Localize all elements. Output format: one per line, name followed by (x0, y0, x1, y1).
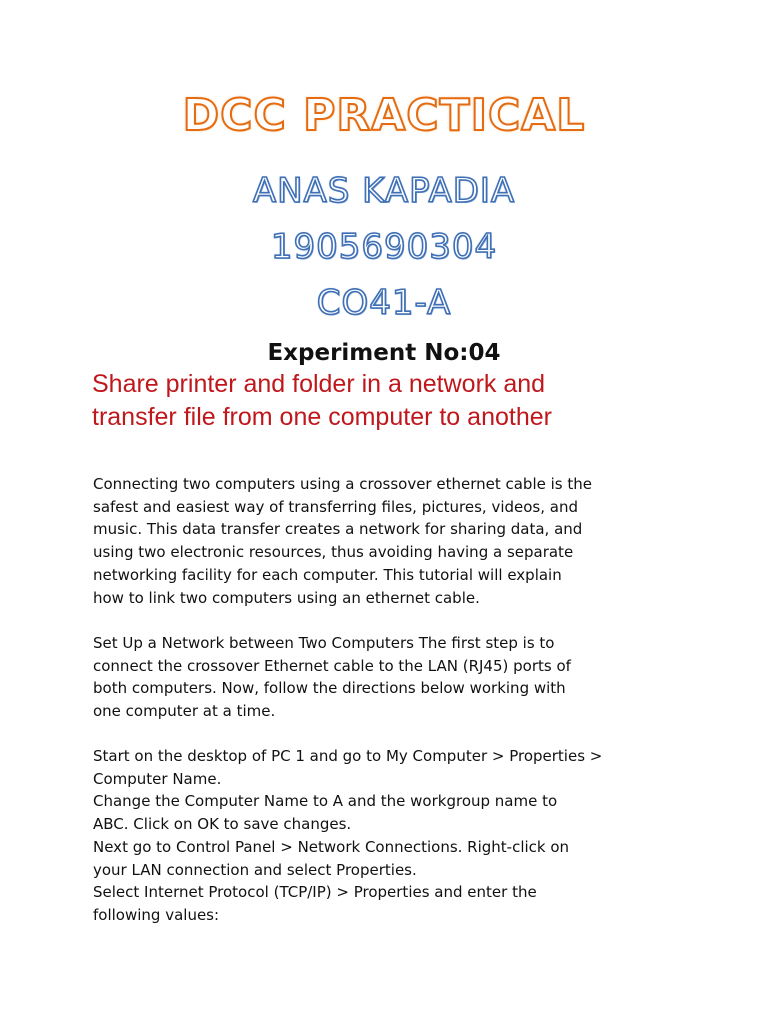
paragraph-line: Change the Computer Name to A and the workgroup name to (93, 792, 558, 811)
experiment-number: Experiment No:04 (267, 340, 501, 366)
paragraph-line: your LAN connection and select Properties. (93, 860, 417, 879)
paragraph-line: following values: (93, 905, 220, 924)
paragraph-line: Next go to Control Panel > Network Connections. Right-click on (93, 837, 570, 856)
paragraph-line: one computer at a time. (93, 702, 276, 721)
paragraph-introduction (93, 473, 693, 609)
experiment-title (92, 368, 712, 434)
paragraph-line: Select Internet Protocol (TCP/IP) > Properties and enter the (93, 883, 537, 902)
class-code: CO41-A (316, 283, 452, 323)
paragraph-line: Set Up a Network between Two Computers The first step is to (93, 634, 555, 652)
paragraph-line: Connecting two computers using a crossover ethernet cable is the (93, 475, 592, 493)
experiment-title-line: Share printer and folder in a network and (92, 370, 546, 398)
paragraph-line: music. This data transfer creates a network for sharing data, and (93, 520, 583, 539)
document-title: DCC PRACTICAL (182, 90, 586, 141)
paragraph-line: connect the crossover Ethernet cable to the LAN (RJ45) ports of (93, 656, 571, 675)
enrollment-number: 1905690304 (270, 227, 498, 267)
paragraph-setup (93, 632, 693, 723)
paragraph-line: networking facility for each computer. This tutorial will explain (93, 565, 562, 584)
student-name: ANAS KAPADIA (252, 171, 516, 211)
paragraph-line: using two electronic resources, thus avoiding having a separate (93, 543, 574, 562)
paragraph-line: Start on the desktop of PC 1 and go to My Computer > Properties > (93, 747, 603, 765)
paragraph-line: Computer Name. (93, 769, 222, 788)
paragraph-line: how to link two computers using an ethernet cable. (93, 588, 480, 607)
paragraph-line: both computers. Now, follow the directions below working with (93, 679, 566, 698)
paragraph-line: safest and easiest way of transferring files, pictures, videos, and (93, 497, 578, 516)
experiment-title-line: transfer file from one computer to another (92, 403, 552, 431)
paragraph-line: ABC. Click on OK to save changes. (93, 815, 352, 834)
paragraph-steps (93, 745, 693, 927)
